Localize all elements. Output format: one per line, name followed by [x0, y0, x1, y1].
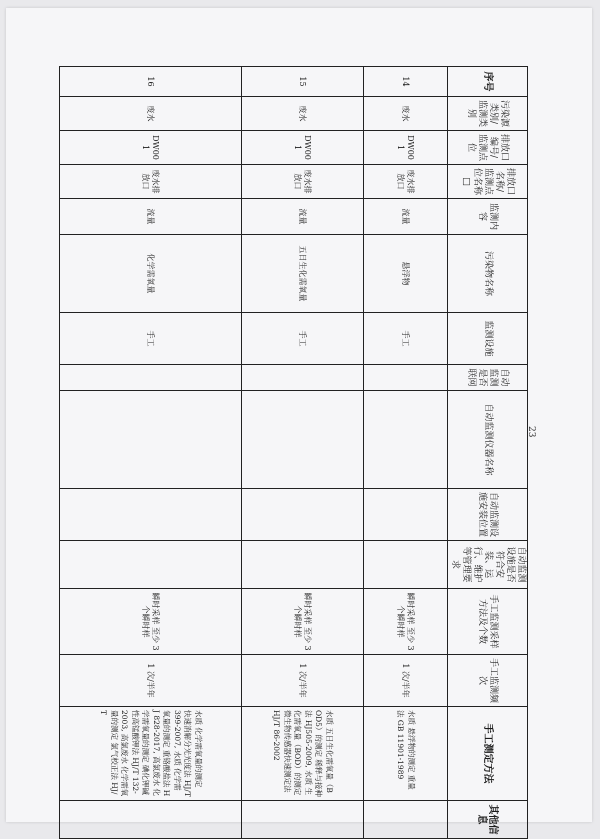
cell-frequency: 1 次/半年	[60, 655, 242, 707]
cell-category: 废水	[364, 97, 448, 131]
cell-outlet-name: 废水排放口	[242, 165, 364, 199]
cell-auto-instrument	[364, 391, 448, 489]
cell-outlet-id: DW001	[60, 131, 242, 165]
cell-auto-location	[364, 489, 448, 541]
cell-seq: 14	[364, 67, 448, 97]
cell-auto-instrument	[60, 391, 242, 489]
cell-auto-networked	[364, 365, 448, 391]
cell-auto-location	[60, 489, 242, 541]
cell-category: 废水	[60, 97, 242, 131]
monitoring-table	[59, 66, 528, 839]
table-row	[364, 67, 448, 839]
cell-pollutant: 化学需氧量	[60, 235, 242, 313]
cell-other-info	[364, 801, 448, 839]
cell-monitor-content: 流量	[60, 199, 242, 235]
cell-category: 废水	[242, 97, 364, 131]
cell-facility: 手工	[60, 313, 242, 365]
cell-other-info	[60, 801, 242, 839]
cell-outlet-name: 废水排放口	[364, 165, 448, 199]
cell-sampling: 瞬时采样 至少 3 个瞬时样	[364, 589, 448, 655]
cell-auto-networked	[60, 365, 242, 391]
header-auto-instrument: 自动监测仪器名称	[448, 391, 528, 489]
header-manual-sampling: 手工监测采样方法及个数	[448, 589, 528, 655]
cell-monitor-content: 流量	[242, 199, 364, 235]
cell-method: 水质 化学需氧量的测定 快速消解分光光度法 HJ/T 399-2007, 水质 化学需氧量的测定 重铬酸盐法 HJ 828-2017, 高氯废水 化学需氧量的测定 碘化钾碱性高锰酸钾法 HJ/T 132-2003, 高氯废水 化学需氧量的测定 氯气校正法 HJ/T	[60, 707, 242, 801]
cell-sampling: 瞬时采样 至少 3 个瞬时样	[60, 589, 242, 655]
header-other-info: 其他信息	[448, 801, 528, 839]
cell-outlet-name: 废水排放口	[60, 165, 242, 199]
cell-frequency: 1 次/半年	[364, 655, 448, 707]
header-pollutant-name: 污染物名称	[448, 235, 528, 313]
page-number: 23	[526, 426, 536, 438]
header-manual-method: 手工测定方法	[448, 707, 528, 801]
header-seq: 序号	[448, 67, 528, 97]
cell-auto-location	[242, 489, 364, 541]
cell-auto-compliance	[364, 541, 448, 589]
cell-seq: 15	[242, 67, 364, 97]
cell-seq: 16	[60, 67, 242, 97]
header-row	[448, 67, 528, 839]
cell-auto-compliance	[242, 541, 364, 589]
cell-method: 水质 五日生化需氧量（BOD5）的测定 稀释与接种法 HJ505-2009, 水质 生化需氧量（BOD）的测定 微生物传感器快速测定法 HJ/T 86-2002	[242, 707, 364, 801]
cell-auto-instrument	[242, 391, 364, 489]
cell-monitor-content: 流量	[364, 199, 448, 235]
document-page	[6, 8, 592, 835]
header-checkbox-mark: □	[461, 177, 471, 186]
header-auto-compliance: 自动监测设施是否符合安装、运行、维护等管理要求	[448, 541, 528, 589]
header-manual-frequency: 手工监测频次	[448, 655, 528, 707]
cell-other-info	[242, 801, 364, 839]
header-auto-location: 自动监测设施安装位置	[448, 489, 528, 541]
table-row	[242, 67, 364, 839]
cell-sampling: 瞬时采样 至少 3 个瞬时样	[242, 589, 364, 655]
cell-outlet-id: DW001	[242, 131, 364, 165]
cell-facility: 手工	[242, 313, 364, 365]
cell-facility: 手工	[364, 313, 448, 365]
cell-pollutant: 五日生化需氧量	[242, 235, 364, 313]
header-outlet-name-label: 排放口名称/监测点位名称	[472, 167, 515, 195]
header-monitor-content: 监测内容	[448, 199, 528, 235]
monitoring-table-container	[78, 66, 528, 835]
header-auto-networked: 自动监测是否联网	[448, 365, 528, 391]
cell-pollutant: 悬浮物	[364, 235, 448, 313]
header-outlet-name	[448, 165, 528, 199]
header-monitor-facility: 监测设施	[448, 313, 528, 365]
table-row	[60, 67, 242, 839]
cell-outlet-id: DW001	[364, 131, 448, 165]
cell-auto-compliance	[60, 541, 242, 589]
cell-method: 水质 悬浮物的测定 重量法 GB 11901-1989	[364, 707, 448, 801]
header-outlet-id: 排放口编号/监测点位	[448, 131, 528, 165]
cell-auto-networked	[242, 365, 364, 391]
cell-frequency: 1 次/半年	[242, 655, 364, 707]
header-pollution-category: 污染源类别/监测类别	[448, 97, 528, 131]
